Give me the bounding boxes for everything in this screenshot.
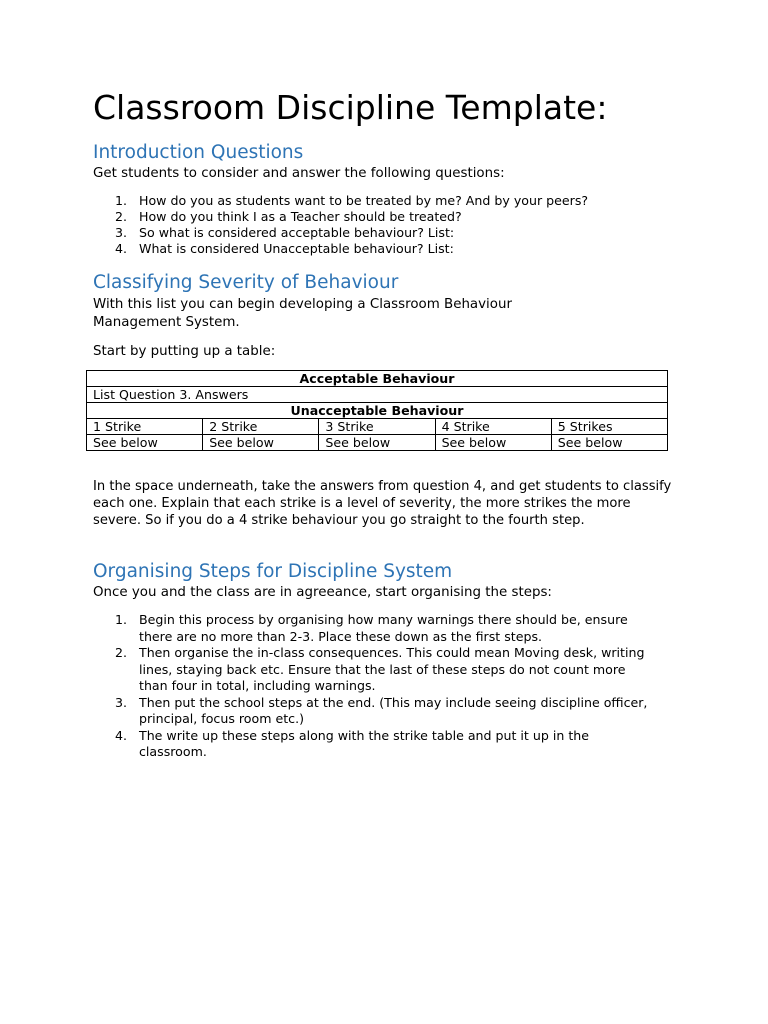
list-item: 2. Then organise the in-class consequences. This could mean Moving desk, writing lines, staying back etc. Ensure that the last of these steps do not count more than four in total, including warnings. bbox=[115, 645, 645, 693]
list-item: 1. Begin this process by organising how many warnings there should be, ensure there are no more than 2-3. Place these down as the first steps. bbox=[115, 612, 628, 644]
table-intro-paragraph: Start by putting up a table: bbox=[93, 344, 276, 359]
table-row bbox=[87, 419, 668, 435]
question-text: How do you think I as a Teacher should be treated? bbox=[139, 209, 462, 224]
heading-introduction-questions: Introduction Questions bbox=[93, 142, 304, 163]
list-item: 4. The write up these steps along with the strike table and put it up in the classroom. bbox=[115, 727, 590, 759]
list-development-paragraph: With this list you can begin developing a Classroom Behaviour Management System. bbox=[93, 297, 512, 330]
steps-intro-paragraph: Once you and the class are in agreeance, start organising the steps: bbox=[93, 585, 552, 600]
strike-value-cell: See below bbox=[87, 435, 203, 451]
strike-value-cell: See below bbox=[319, 435, 435, 451]
table-row bbox=[87, 387, 668, 403]
list-item: 3. So what is considered acceptable behaviour? List: bbox=[115, 225, 455, 240]
strike-header-cell: 3 Strike bbox=[319, 419, 435, 435]
heading-classifying-severity: Classifying Severity of Behaviour bbox=[93, 272, 399, 293]
document-title: Classroom Discipline Template: bbox=[93, 88, 608, 127]
strike-header-cell: 5 Strikes bbox=[551, 419, 667, 435]
strike-table bbox=[86, 370, 668, 451]
table-row bbox=[87, 371, 668, 387]
step-text: The write up these steps along with the strike table and put it up in the classroom. bbox=[139, 727, 590, 759]
table-row bbox=[87, 403, 668, 419]
table-row bbox=[87, 435, 668, 451]
list-item: 4. What is considered Unacceptable behaviour? List: bbox=[115, 241, 454, 256]
strike-value-cell: See below bbox=[551, 435, 667, 451]
acceptable-behaviour-cell: List Question 3. Answers bbox=[87, 387, 668, 403]
strike-value-cell: See below bbox=[435, 435, 551, 451]
questions-list bbox=[93, 193, 663, 257]
strike-header-cell: 2 Strike bbox=[203, 419, 319, 435]
question-text: So what is considered acceptable behaviour? List: bbox=[139, 225, 455, 240]
steps-list bbox=[93, 612, 653, 761]
strike-header-cell: 1 Strike bbox=[87, 419, 203, 435]
classification-paragraph: In the space underneath, take the answers from question 4, and get students to classify each one. Explain that each strike is a level of severity, the more strikes the more severe. So if you do a 4 strike behaviour you go straight to the fourth step. bbox=[93, 479, 672, 528]
list-item: 2. How do you think I as a Teacher should be treated? bbox=[115, 209, 462, 224]
strike-header-cell: 4 Strike bbox=[435, 419, 551, 435]
question-text: How do you as students want to be treated by me? And by your peers? bbox=[139, 193, 589, 208]
list-item: 1. How do you as students want to be treated by me? And by your peers? bbox=[115, 193, 589, 208]
strike-value-cell: See below bbox=[203, 435, 319, 451]
introduction-paragraph: Get students to consider and answer the following questions: bbox=[93, 166, 505, 181]
list-item: 3. Then put the school steps at the end. (This may include seeing discipline officer, principal, focus room etc.) bbox=[115, 694, 648, 726]
step-text: Begin this process by organising how many warnings there should be, ensure there are no more than 2-3. Place these down as the first steps. bbox=[139, 612, 628, 644]
acceptable-behaviour-header: Acceptable Behaviour bbox=[87, 371, 668, 387]
heading-organising-steps: Organising Steps for Discipline System bbox=[93, 561, 453, 582]
step-text: Then organise the in-class consequences. This could mean Moving desk, writing lines, staying back etc. Ensure that the last of these steps do not count more than four in total, including warnings. bbox=[139, 645, 645, 693]
step-text: Then put the school steps at the end. (This may include seeing discipline officer, principal, focus room etc.) bbox=[139, 694, 648, 726]
question-text: What is considered Unacceptable behaviour? List: bbox=[139, 241, 454, 256]
unacceptable-behaviour-header: Unacceptable Behaviour bbox=[87, 403, 668, 419]
